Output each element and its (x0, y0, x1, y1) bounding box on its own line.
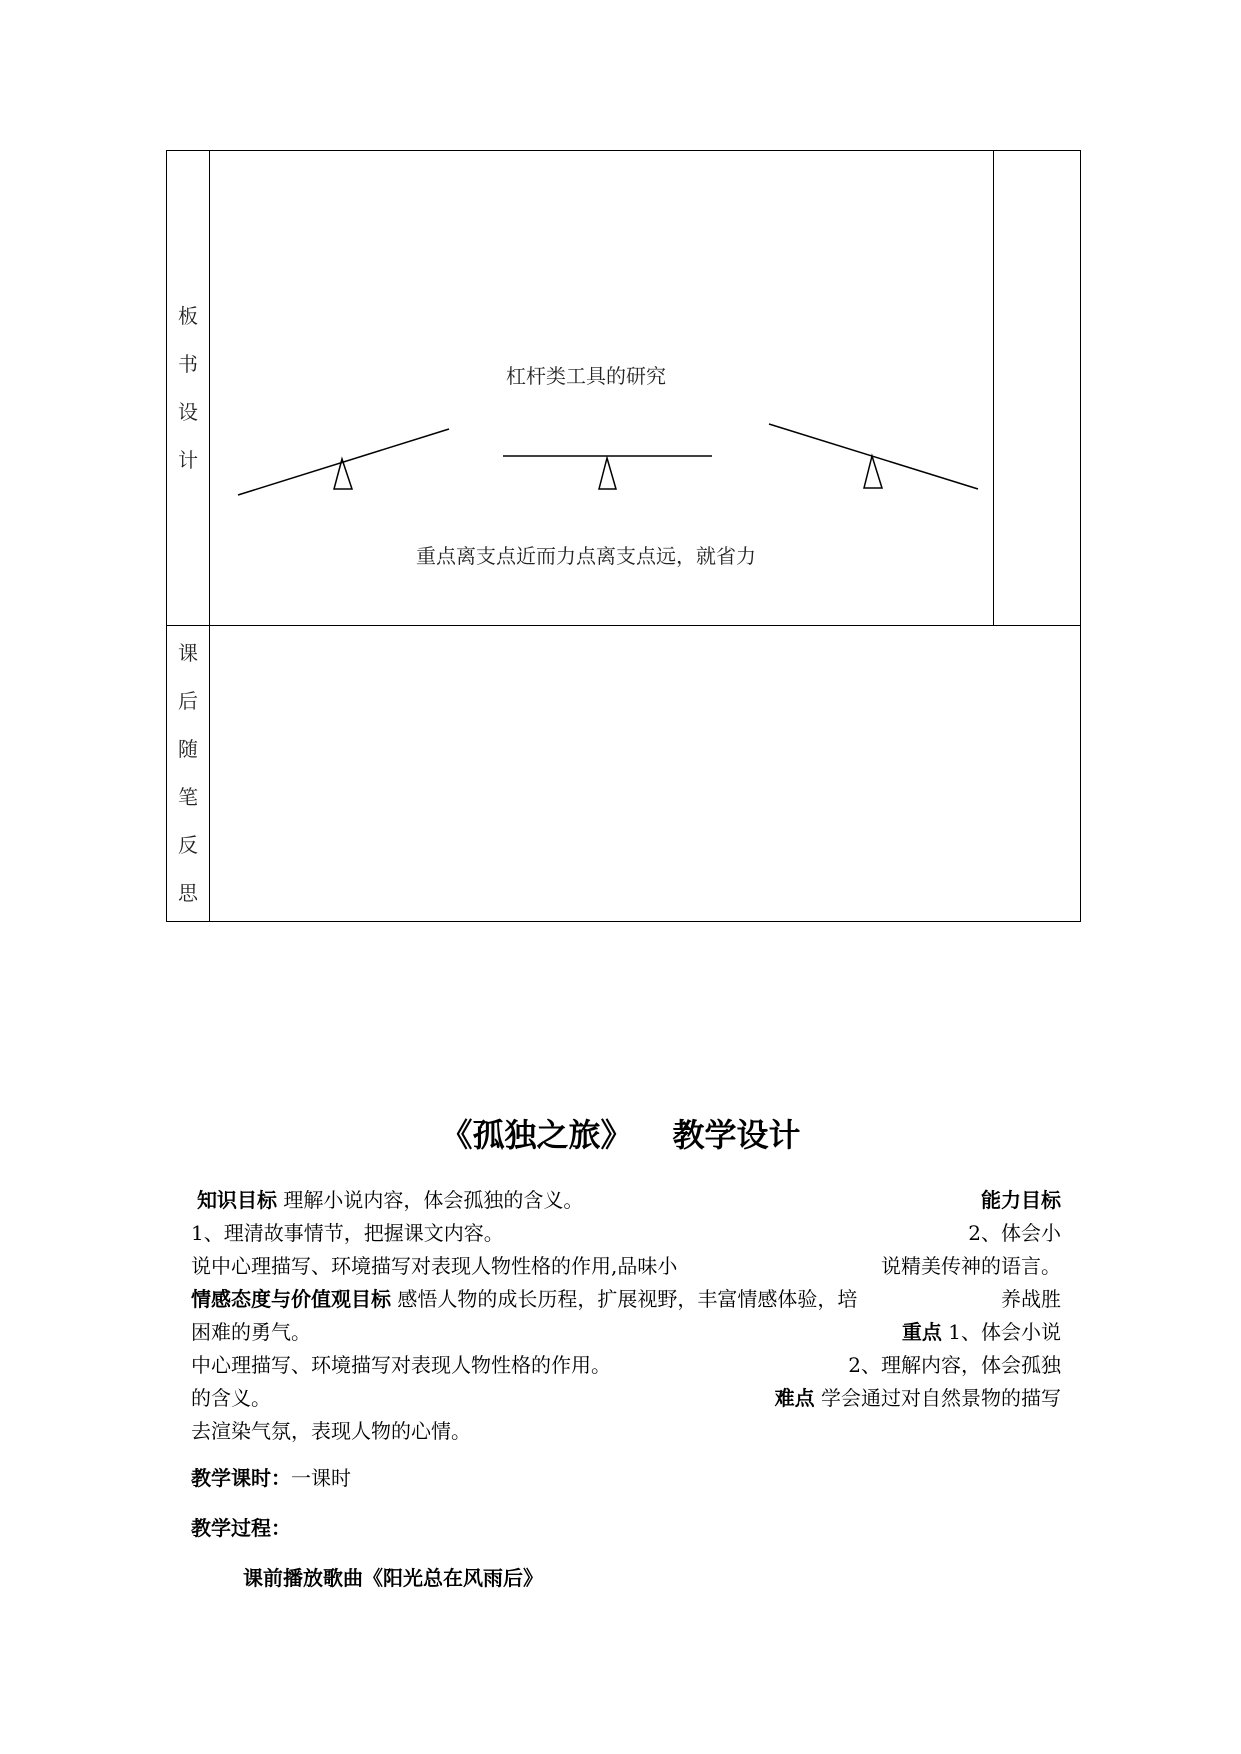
objective-line: 困难的勇气。 重点 1、体会小说 (191, 1320, 1061, 1344)
board-design-label: 板 书 设 计 (178, 304, 198, 472)
lever-right-beam (769, 424, 978, 489)
fulcrum-middle (599, 458, 616, 489)
emotion-goal-label: 情感态度与价值观目标 (191, 1287, 391, 1311)
objective-line: 去渲染气氛，表现人物的心情。 (191, 1419, 471, 1443)
key-point-label: 重点 (901, 1320, 942, 1344)
objective-line: 的含义。 难点 学会通过对自然景物的描写 (191, 1386, 1061, 1410)
board-title: 杠杆类工具的研究 (506, 364, 666, 388)
objective-line: 中心理描写、环境描写对表现人物性格的作用。 2、理解内容，体会孤独 (191, 1353, 1061, 1377)
objective-line: 1、理清故事情节，把握课文内容。 2、体会小 (191, 1221, 1061, 1245)
pre-class-song: 课前播放歌曲《阳光总在风雨后》 (243, 1566, 543, 1590)
objective-line: 情感态度与价值观目标 感悟人物的成长历程，扩展视野，丰富情感体验，培 养战胜 (191, 1287, 1061, 1311)
title-book-name: 《孤独之旅》 (440, 1116, 633, 1154)
objective-line (191, 1184, 1061, 1217)
document-title (0, 1110, 1241, 1156)
class-hours: 教学课时：一课时 (191, 1466, 351, 1490)
ability-goal-label: 能力目标 (981, 1188, 1061, 1212)
table-border-bottom (166, 921, 1081, 922)
knowledge-goal-label: 知识目标 (197, 1188, 277, 1212)
knowledge-goal-text: 理解小说内容，体会孤独的含义。 (277, 1188, 584, 1212)
title-design: 教学设计 (672, 1116, 801, 1154)
objective-line: 说中心理描写、环境描写对表现人物性格的作用,品味小 说精美传神的语言。 (191, 1254, 1061, 1278)
reflection-label: 课 后 随 笔 反 思 (178, 641, 198, 905)
fulcrum-right (864, 456, 882, 488)
objectives-section (191, 1184, 1061, 1448)
board-conclusion: 重点离支点近而力点离支点远，就省力 (416, 544, 756, 568)
lesson-table (166, 150, 1081, 922)
difficult-point-label: 难点 (774, 1386, 815, 1410)
process-heading: 教学过程： (191, 1516, 291, 1540)
